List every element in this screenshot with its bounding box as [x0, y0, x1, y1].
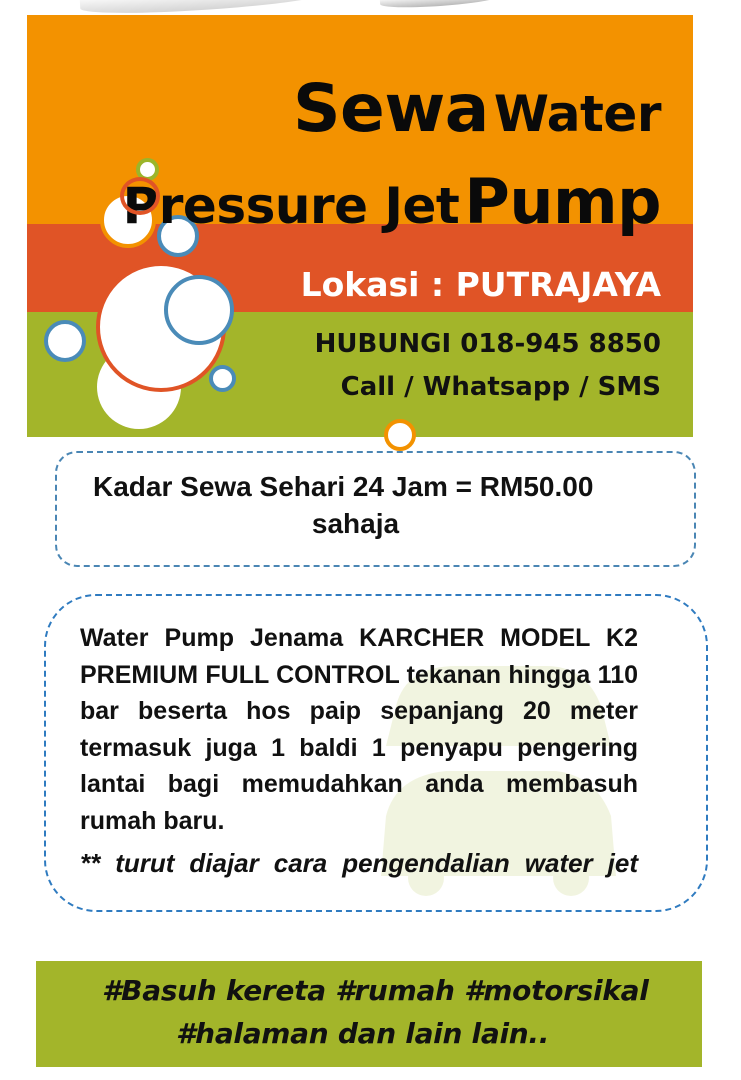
price-line: Kadar Sewa Sehari 24 Jam = RM50.00	[93, 471, 594, 502]
location-label: Lokasi : PUTRAJAYA	[300, 265, 661, 304]
hashtag-bar	[36, 961, 702, 1067]
header-banner	[27, 15, 693, 437]
price-box	[55, 451, 696, 567]
title-line-2	[123, 165, 661, 238]
title-word-water: Water	[493, 85, 661, 143]
contact-phone[interactable]: HUBUNGI 018-945 8850	[314, 329, 661, 359]
description-box	[44, 594, 708, 912]
description-note: ** turut diajar cara pengendalian water jet	[80, 848, 638, 878]
title-word-sewa: Sewa	[293, 70, 489, 147]
title-line-1	[293, 70, 661, 147]
bubble-icon	[384, 419, 416, 451]
bubble-icon	[44, 320, 86, 362]
hashtag-line-2: #halaman dan lain lain..	[176, 1017, 550, 1050]
description-text: Water Pump Jenama KARCHER MODEL K2 PREMIUM FULL CONTROL tekanan hingga 110 bar beserta hos paip sepanjang 20 meter termasuk juga 1 baldi 1 penyapu pengering lantai bagi memudahkan anda membasuh rumah baru.	[80, 624, 638, 835]
contact-methods: Call / Whatsapp / SMS	[340, 372, 661, 402]
top-decoration-shadow	[380, 0, 501, 10]
bubble-icon	[164, 275, 234, 345]
hashtag-line-1: #Basuh kereta #rumah #motorsikal	[102, 974, 649, 1007]
title-word-pump: Pump	[464, 165, 661, 238]
price-suffix: sahaja	[311, 508, 400, 539]
contact-info	[315, 323, 661, 409]
bubble-icon	[209, 365, 236, 392]
title-word-pressure-jet: Pressure Jet	[122, 177, 460, 235]
bubble-icon	[120, 177, 160, 215]
